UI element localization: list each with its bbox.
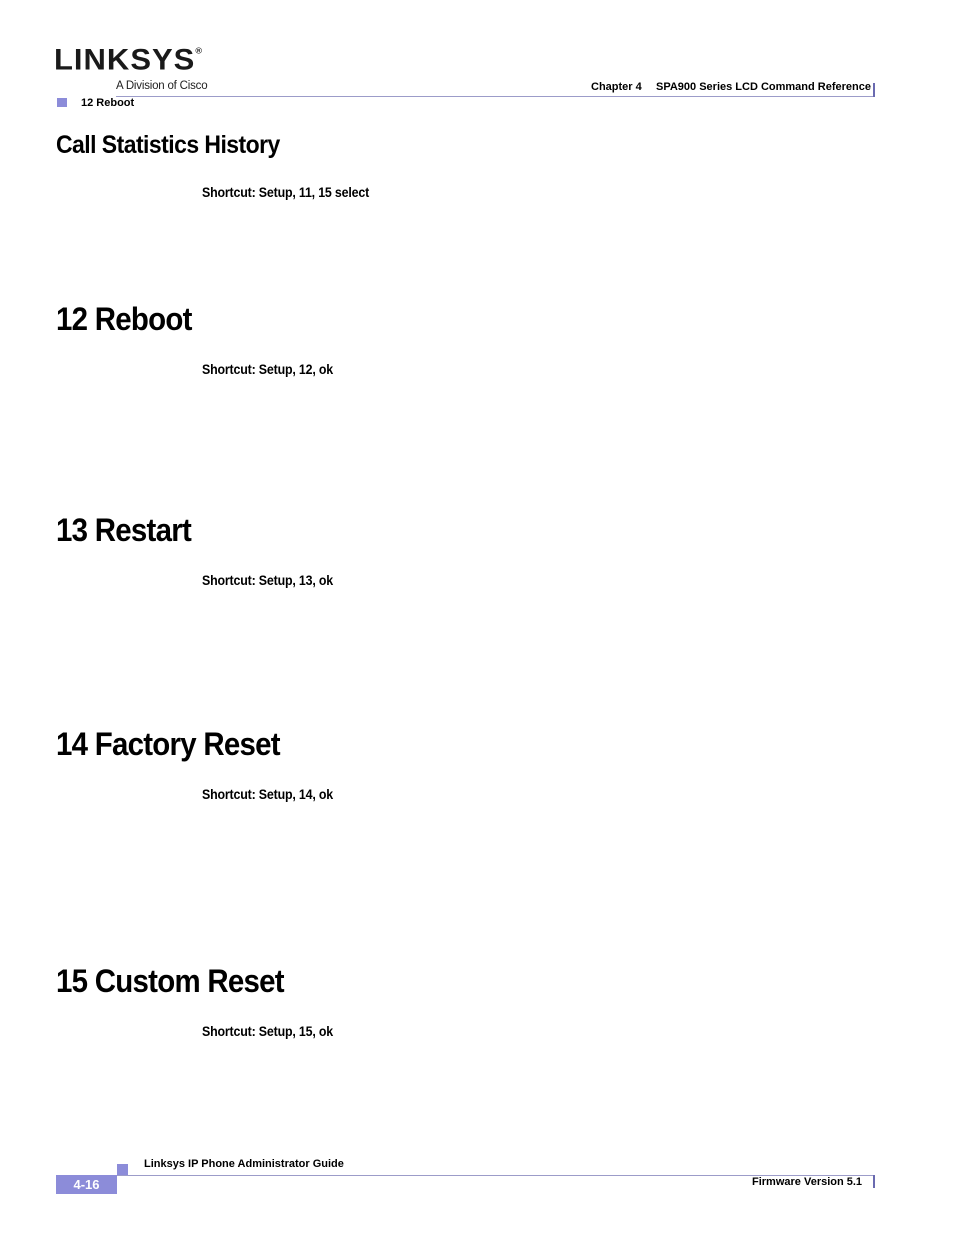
registered-mark: ®	[195, 45, 202, 56]
shortcut-custom-reset: Shortcut: Setup, 15, ok	[202, 1024, 334, 1039]
shortcut-factory-reset: Shortcut: Setup, 14, ok	[202, 787, 334, 802]
footer-marker	[117, 1164, 128, 1175]
section-heading-restart: 13 Restart	[56, 512, 192, 548]
logo-tagline: A Division of Cisco	[116, 80, 208, 92]
header-rule	[116, 96, 874, 97]
header-section-marker	[57, 98, 67, 107]
header-chapter-title: SPA900 Series LCD Command Reference	[656, 81, 871, 93]
shortcut-call-statistics-history: Shortcut: Setup, 11, 15 select	[202, 185, 370, 200]
section-heading-call-statistics-history: Call Statistics History	[56, 131, 280, 159]
footer-firmware-version: Firmware Version 5.1	[752, 1176, 863, 1188]
linksys-logo	[54, 42, 202, 77]
footer-guide-title: Linksys IP Phone Administrator Guide	[144, 1158, 344, 1170]
page-number: 4-16	[56, 1175, 117, 1194]
section-heading-reboot: 12 Reboot	[56, 301, 192, 337]
header-section-name: 12 Reboot	[81, 97, 135, 109]
footer-vertical-bar	[873, 1175, 875, 1188]
logo-wordmark: LINKSYS	[54, 42, 196, 77]
section-heading-factory-reset: 14 Factory Reset	[56, 726, 280, 762]
shortcut-restart: Shortcut: Setup, 13, ok	[202, 573, 334, 588]
header-chapter: Chapter 4	[591, 81, 642, 93]
shortcut-reboot: Shortcut: Setup, 12, ok	[202, 362, 334, 377]
section-heading-custom-reset: 15 Custom Reset	[56, 963, 284, 999]
header-vertical-bar	[873, 83, 875, 97]
